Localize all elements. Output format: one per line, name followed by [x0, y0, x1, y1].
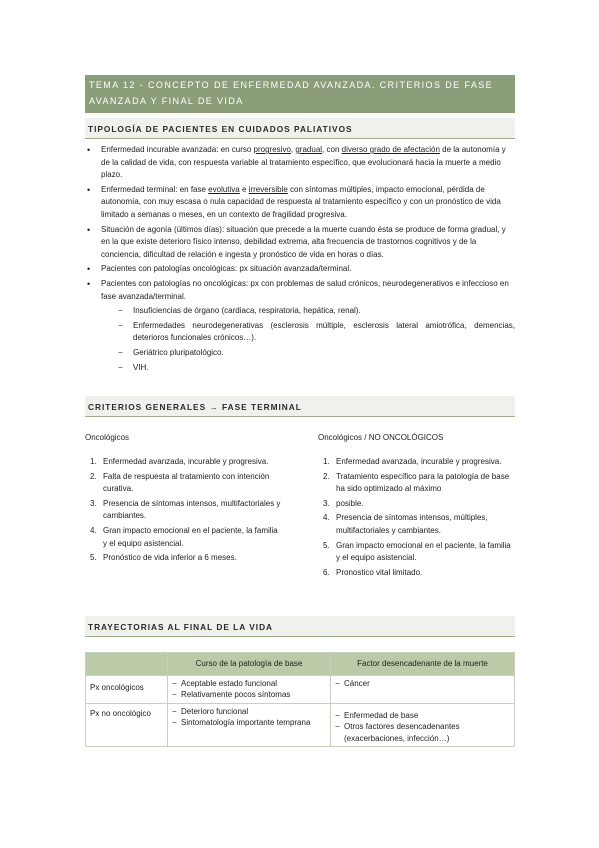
- item-text: Presencia de síntomas intensos, multifactoriales y cambiantes.: [103, 498, 281, 521]
- underlined-text: progresivo: [253, 145, 291, 154]
- item-text: Situación de agonía (últimos días): situación que precede a la muerte cuando ésta se produce de forma gradual, y en la que existe deterioro físico intenso, debilidad extrema, alta frecuencia de trastornos cognitivos y de la conciencia, dificultad de relación e ingesta y pronóstico de vida en horas o días.: [101, 224, 506, 259]
- item-text: con síntomas múltiples, impacto emocional, pérdida de autonomía, con muy escasa o nula capacidad de respuesta al tratamiento específico y con un pronóstico de vida limitado a semanas o meses, en un contexto de fragilidad progresiva.: [101, 184, 501, 219]
- list-item: 3. posible.: [323, 498, 364, 508]
- page-title: TEMA 12 - CONCEPTO DE ENFERMEDAD AVANZADA. CRITERIOS DE FASE AVANZADA Y FINAL DE VIDA: [85, 75, 515, 113]
- trigger-item: − Otros factores desencadenantes (exacerbaciones, infección…): [335, 721, 510, 744]
- item-text: Pacientes con patologías no oncológicas: px con problemas de salud crónicos, neurodegenerativos e infeccioso en fase avanzada/terminal.: [101, 278, 509, 301]
- item-text: Tratamiento específico para la patología de base ha sido optimizado al máximo: [336, 471, 510, 494]
- list-item: 4. Presencia de síntomas intensos, múltiples, multifactoriales y cambiantes.: [323, 513, 488, 535]
- list-item: [85, 224, 515, 262]
- table-row: [86, 703, 515, 747]
- sublist-item: − Enfermedades neurodegenerativas (esclerosis múltiple, esclerosis lateral amiotrófica, demencias, deterioros funcionales crónicos…).: [101, 320, 515, 345]
- section-heading-criterios: CRITERIOS GENERALES → FASE TERMINAL: [85, 396, 515, 417]
- item-text: Enfermedad terminal: en fase: [101, 184, 209, 194]
- row-label: Px no oncológico: [86, 703, 168, 747]
- list-item: 6. Pronostico vital limitado.: [323, 567, 423, 577]
- course-item: − Deterioro funcional: [172, 706, 326, 718]
- sublist: [101, 305, 515, 374]
- trigger-item: − Enfermedad de base: [335, 710, 510, 722]
- sublist-item: − VIH.: [101, 362, 515, 375]
- course-item: − Relativamente pocos síntomas: [172, 689, 326, 701]
- item-text: posible.: [336, 498, 364, 508]
- trigger-cell: [331, 703, 515, 747]
- item-text: Enfermedad incurable avanzada: en curso: [101, 145, 254, 154]
- list-item: 1. Enfermedad avanzada, incurable y progresiva.: [90, 457, 269, 466]
- item-text: de la autonomía y de la calidad de vida, con respuesta variable al tratamiento específico, que evolucionará hacia la muerte a medio plazo.: [101, 145, 506, 180]
- no-oncologicos-list: [318, 456, 515, 579]
- sublist-item: − Geriátrico pluripatológico.: [101, 347, 515, 360]
- course-item: − Sintomatología importante temprana: [172, 717, 326, 729]
- row-label: Px oncológicos: [86, 675, 168, 703]
- column-title-oncologicos: Oncológicos: [85, 433, 130, 442]
- item-text: e: [239, 184, 249, 194]
- course-cell: [168, 703, 331, 747]
- list-item: 1. Enfermedad avanzada, incurable y progresiva.: [323, 457, 502, 466]
- underlined-text: diverso grado de afectación: [341, 145, 440, 154]
- item-text: , con: [322, 145, 342, 154]
- header-cell-empty: [86, 653, 168, 676]
- list-item: [85, 278, 515, 374]
- trigger-item: − Cáncer: [335, 678, 510, 690]
- underlined-text: gradual: [295, 145, 323, 154]
- tipologia-list: [85, 144, 515, 374]
- item-text: Enfermedad avanzada, incurable y progresiva.: [336, 457, 502, 466]
- list-item: 2. Tratamiento específico para la patología de base ha sido optimizado al máximo: [323, 471, 510, 494]
- list-item: [85, 184, 515, 222]
- course-cell: [168, 675, 331, 703]
- header-cell-trigger: Factor desencadenante de la muerte: [331, 653, 515, 676]
- item-text: ,: [290, 145, 296, 154]
- header-cell-course: Curso de la patología de base: [168, 653, 331, 676]
- sublist-item: − Insuficiencias de órgano (cardiaca, respiratoria, hepática, renal).: [101, 305, 515, 318]
- oncologicos-list: [85, 456, 282, 565]
- list-item: 5. Pronóstico de vida inferior a 6 meses.: [90, 553, 237, 563]
- item-text: Enfermedad avanzada, incurable y progresiva.: [103, 457, 269, 466]
- list-item: 2. Falta de respuesta al tratamiento con intención curativa.: [90, 471, 270, 494]
- trigger-cell: [331, 675, 515, 703]
- item-text: Pacientes con patologías oncológicas: px situación avanzada/terminal.: [101, 264, 352, 274]
- item-text: Gran impacto emocional en el paciente, la familia y el equipo asistencial.: [103, 525, 278, 548]
- item-text: Pronostico vital limitado.: [336, 567, 423, 577]
- section-heading-tipologia: TIPOLOGÍA DE PACIENTES EN CUIDADOS PALIATIVOS: [85, 118, 515, 139]
- list-item: [85, 263, 515, 276]
- item-text: Gran impacto emocional en el paciente, la familia y el equipo asistencial.: [336, 540, 511, 563]
- list-item: [85, 144, 515, 182]
- course-item: − Aceptable estado funcional: [172, 678, 326, 690]
- column-title-no-oncologicos: Oncológicos / NO ONCOLÓGICOS: [318, 433, 444, 442]
- list-item: 4. Gran impacto emocional en el paciente, la familia y el equipo asistencial.: [90, 525, 278, 548]
- section-heading-trayectorias: TRAYECTORIAS AL FINAL DE LA VIDA: [85, 616, 515, 637]
- list-item: 5. Gran impacto emocional en el paciente, la familia y el equipo asistencial.: [323, 540, 511, 563]
- table-header-row: [86, 653, 515, 676]
- underlined-text: irreversible: [248, 184, 288, 194]
- underlined-text: evolutiva: [208, 184, 240, 194]
- item-text: Pronóstico de vida inferior a 6 meses.: [103, 553, 237, 563]
- item-text: Falta de respuesta al tratamiento con intención curativa.: [103, 471, 270, 494]
- item-text: Presencia de síntomas intensos, múltiples, multifactoriales y cambiantes.: [336, 513, 488, 535]
- table-row: [86, 675, 515, 703]
- trajectories-table: [85, 652, 515, 747]
- list-item: 3. Presencia de síntomas intensos, multifactoriales y cambiantes.: [90, 498, 281, 521]
